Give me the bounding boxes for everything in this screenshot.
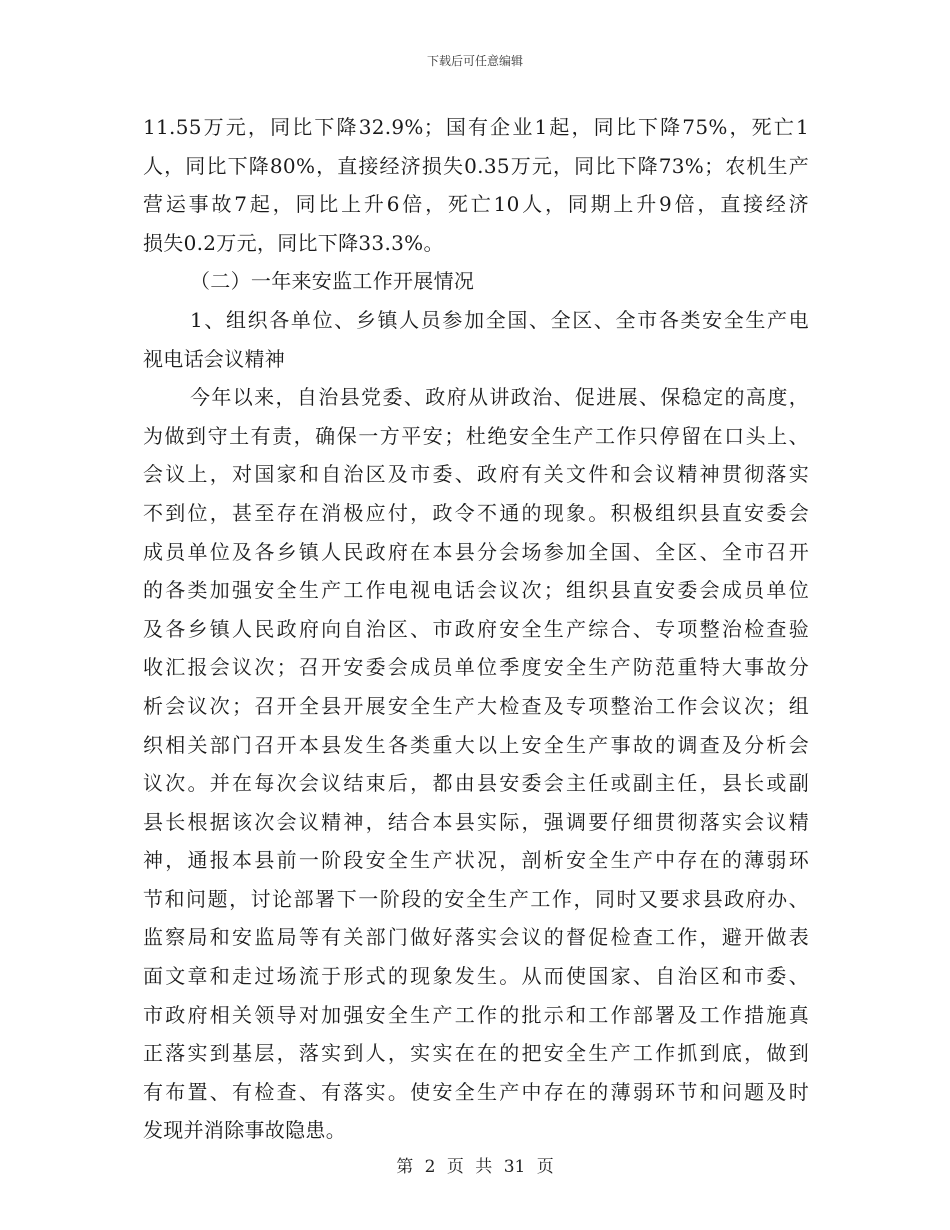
text-line: 收汇报会议次；召开安委会成员单位季度安全生产防范重特大事故分	[143, 655, 809, 680]
paragraph-first-line: 今年以来，自治县党委、政府从讲政治、促进展、保稳定的高度，	[190, 385, 809, 410]
text-line: 及各乡镇人民政府向自治区、市政府安全生产综合、专项整治检查验	[143, 616, 809, 641]
text-line: 发现并消除事故隐患。	[143, 1118, 346, 1143]
subsection-heading: 1、组织各单位、乡镇人员参加全国、全区、全市各类安全生产电	[190, 307, 809, 332]
text-line: 为做到守土有责，确保一方平安；杜绝安全生产工作只停留在口头上、	[143, 423, 809, 448]
text-line: 节和问题，讨论部署下一阶段的安全生产工作，同时又要求县政府办、	[143, 886, 809, 911]
text-line: 织相关部门召开本县发生各类重大以上安全生产事故的调查及分析会	[143, 732, 809, 757]
text-line: 析会议次；召开全县开展安全生产大检查及专项整治工作会议次；组	[143, 693, 809, 718]
section-heading: （二）一年来安监工作开展情况	[190, 269, 475, 294]
text-line: 市政府相关领导对加强安全生产工作的批示和工作部署及工作措施真	[143, 1002, 809, 1027]
text-line: 议次。并在每次会议结束后，都由县安委会主任或副主任，县长或副	[143, 771, 809, 796]
text-line: 神，通报本县前一阶段安全生产状况，剖析安全生产中存在的薄弱环	[143, 848, 809, 873]
text-line: 县长根据该次会议精神，结合本县实际，强调要仔细贯彻落实会议精	[143, 809, 809, 834]
page-number: 第 2 页 共 31 页	[396, 1157, 554, 1177]
text-line: 成员单位及各乡镇人民政府在本县分会场参加全国、全区、全市召开	[143, 539, 809, 564]
text-line: 人，同比下降80%，直接经济损失0.35万元，同比下降73%；农机生产	[143, 153, 809, 178]
page-header: 下载后可任意编辑	[426, 54, 523, 68]
text-line: 正落实到基层，落实到人，实实在在的把安全生产工作抓到底，做到	[143, 1041, 809, 1066]
text-line: 监察局和安监局等有关部门做好落实会议的督促检查工作，避开做表	[143, 925, 809, 950]
text-line: 不到位，甚至存在消极应付，政令不通的现象。积极组织县直安委会	[143, 500, 809, 525]
text-line: 损失0.2万元，同比下降33.3%。	[143, 230, 444, 255]
text-line: 11.55万元，同比下降32.9%；国有企业1起，同比下降75%，死亡1	[143, 115, 809, 139]
text-line: 营运事故7起，同比上升6倍，死亡10人，同期上升9倍，直接经济	[143, 192, 809, 217]
document-body	[143, 108, 809, 1150]
text-line: 视电话会议精神	[143, 346, 286, 371]
text-line: 的各类加强安全生产工作电视电话会议次；组织县直安委会成员单位	[143, 578, 809, 603]
text-line: 面文章和走过场流于形式的现象发生。从而使国家、自治区和市委、	[143, 964, 809, 989]
text-line: 会议上，对国家和自治区及市委、政府有关文件和会议精神贯彻落实	[143, 462, 809, 487]
text-line: 有布置、有检查、有落实。使安全生产中存在的薄弱环节和问题及时	[143, 1079, 809, 1104]
